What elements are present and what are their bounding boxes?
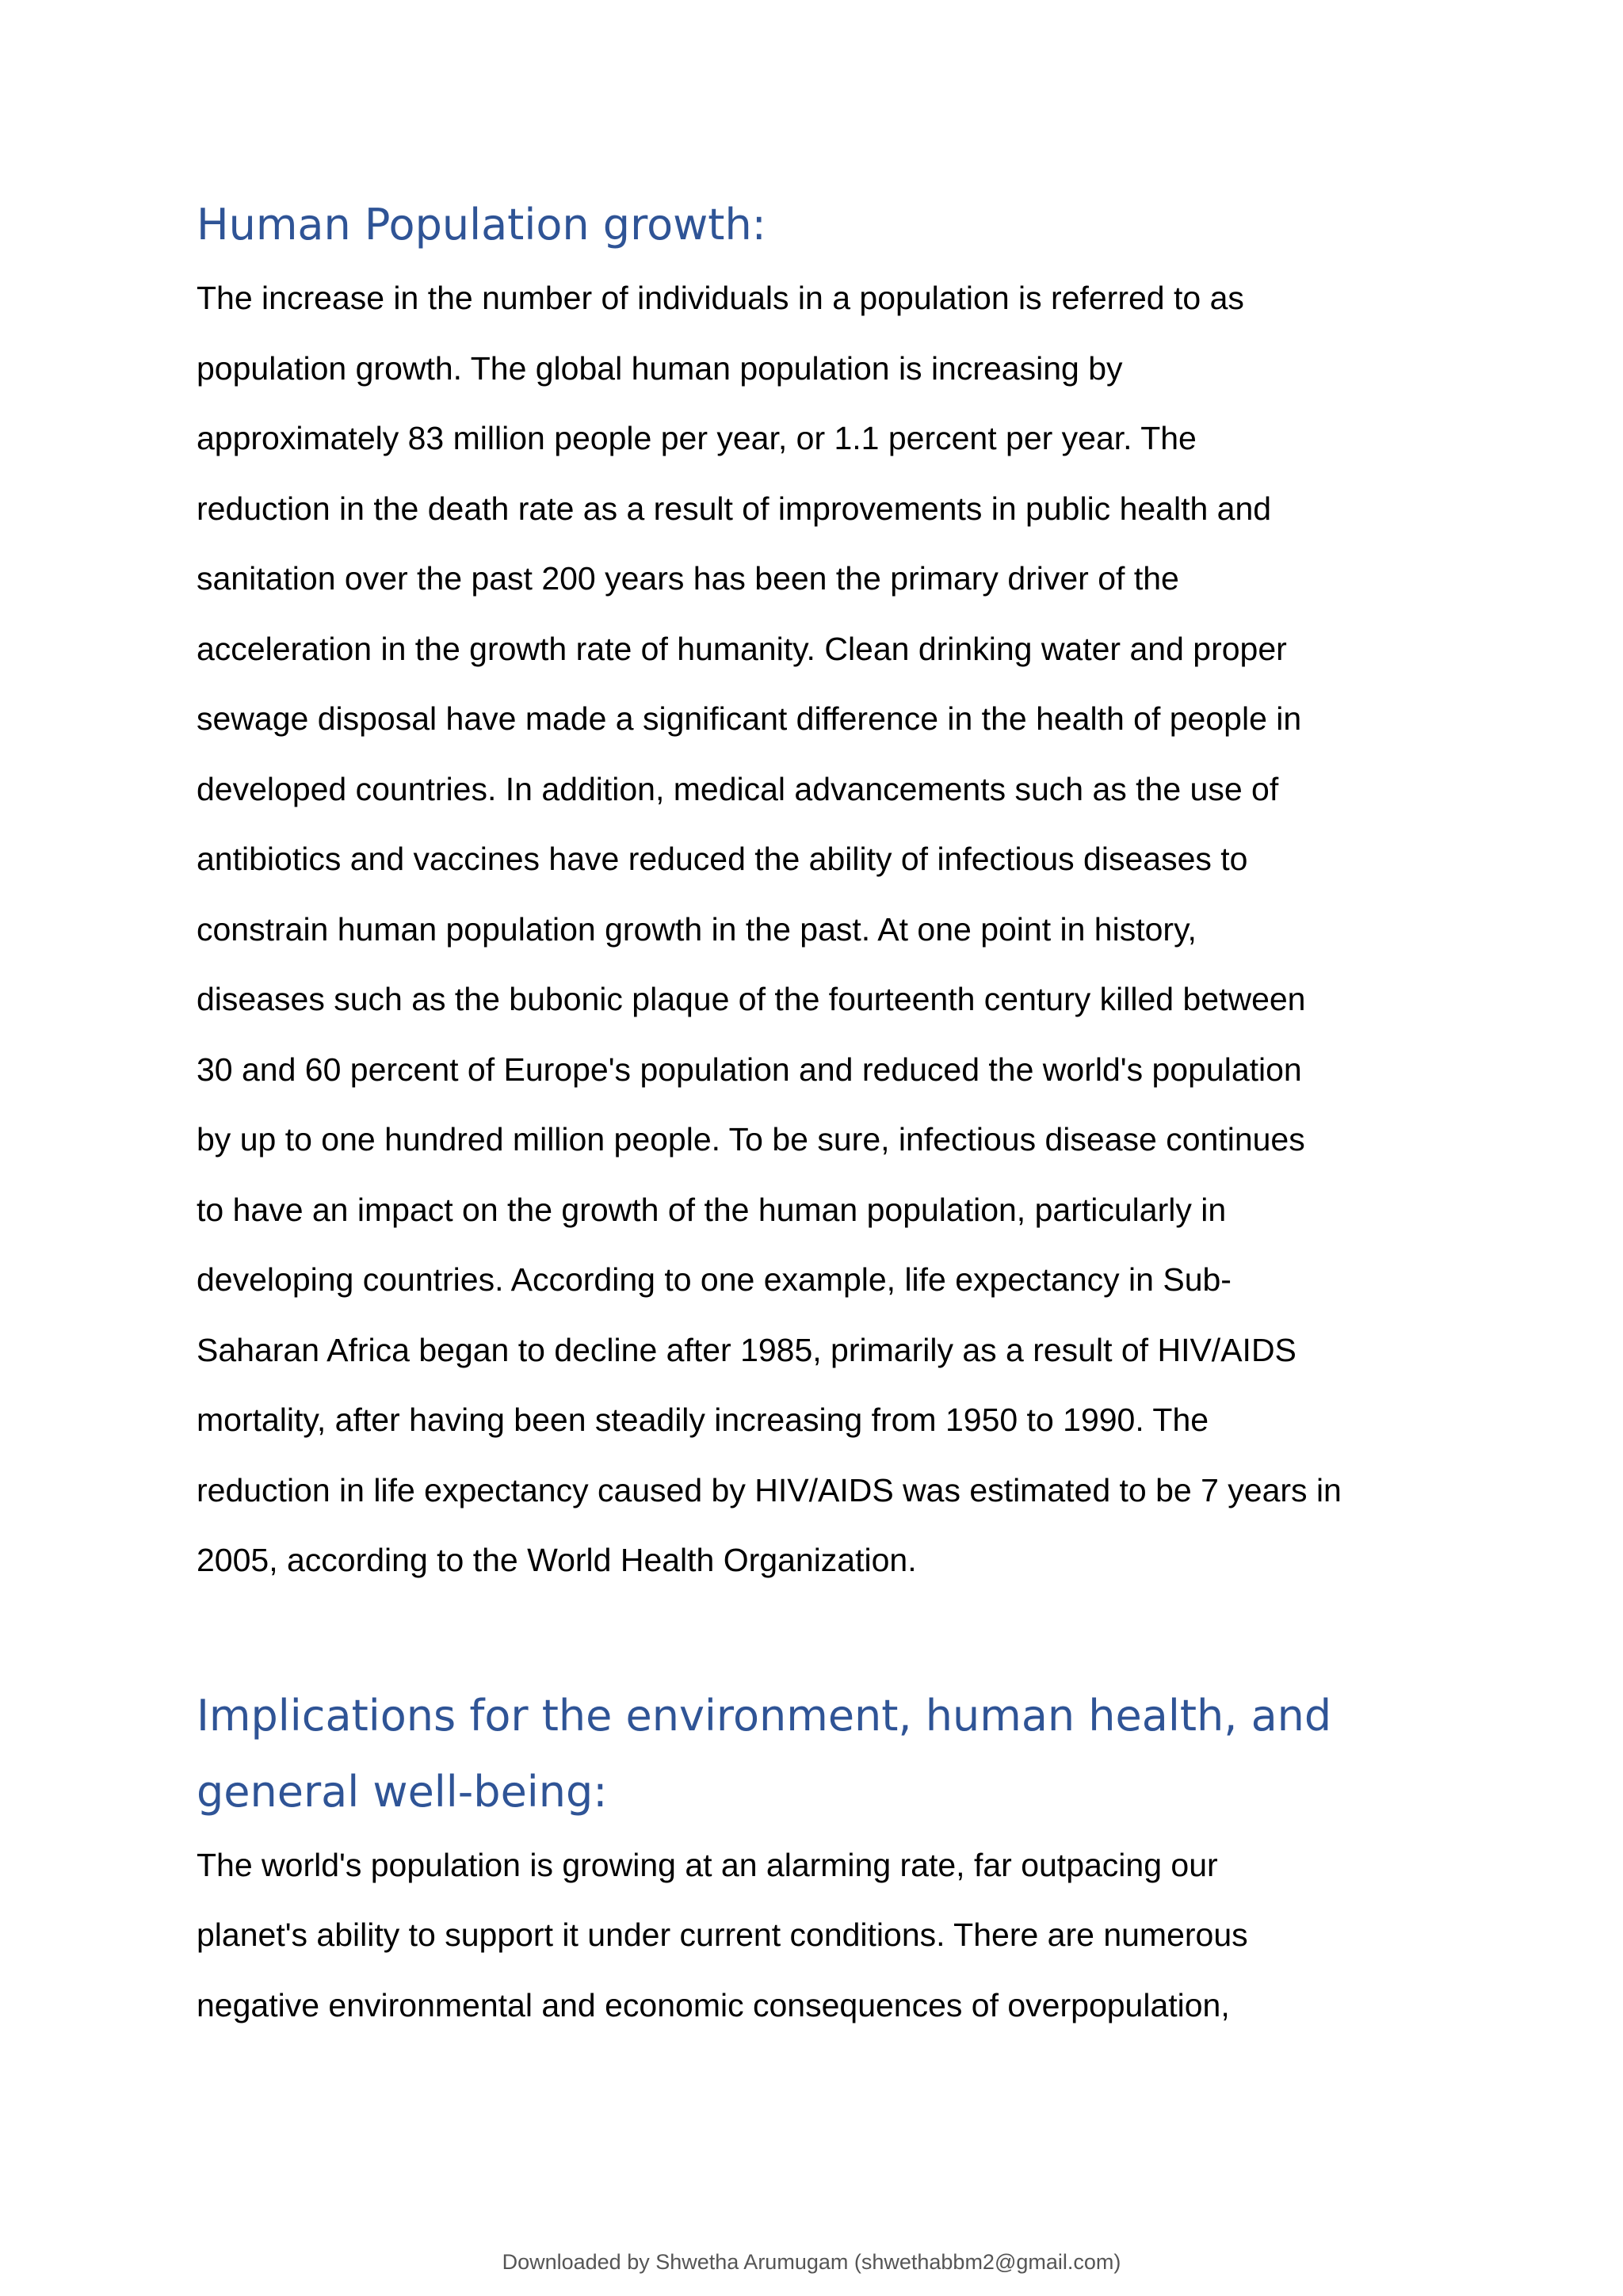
paragraph-line: planet's ability to support it under current conditions. There are numerous bbox=[197, 1917, 1248, 1953]
paragraph-line: 2005, according to the World Health Organization. bbox=[197, 1542, 917, 1578]
paragraph-line: The world's population is growing at an alarming rate, far outpacing our bbox=[197, 1846, 1218, 1883]
section-heading-population-growth: Human Population growth: bbox=[197, 200, 766, 250]
paragraph-line: antibiotics and vaccines have reduced the ability of infectious diseases to bbox=[197, 841, 1248, 877]
paragraph-line: population growth. The global human population is increasing by bbox=[197, 349, 1123, 387]
heading-line: Implications for the environment, human health, and bbox=[197, 1690, 1332, 1741]
paragraph-line: by up to one hundred million people. To be sure, infectious disease continues bbox=[197, 1121, 1305, 1158]
paragraph-line: constrain human population growth in the past. At one point in history, bbox=[197, 910, 1197, 948]
paragraph-population-growth bbox=[197, 263, 1433, 1596]
paragraph-line: reduction in life expectancy caused by HIV/AIDS was estimated to be 7 years in bbox=[197, 1471, 1342, 1508]
paragraph-implications bbox=[197, 1830, 1433, 2041]
paragraph-line: diseases such as the bubonic plaque of the fourteenth century killed between bbox=[197, 981, 1306, 1017]
document-content bbox=[197, 187, 1433, 2040]
paragraph-line: approximately 83 million people per year, or 1.1 percent per year. The bbox=[197, 420, 1197, 456]
heading-line: general well-being: bbox=[197, 1766, 608, 1817]
paragraph-line: The increase in the number of individuals in a population is referred to as bbox=[197, 280, 1244, 316]
paragraph-line: acceleration in the growth rate of humanity. Clean drinking water and proper bbox=[197, 630, 1287, 667]
section-spacer bbox=[197, 1596, 1433, 1678]
paragraph-line: negative environmental and economic consequences of overpopulation, bbox=[197, 1986, 1230, 2023]
paragraph-line: 30 and 60 percent of Europe's population and reduced the world's population bbox=[197, 1051, 1302, 1088]
paragraph-line: to have an impact on the growth of the human population, particularly in bbox=[197, 1191, 1227, 1228]
paragraph-line: reduction in the death rate as a result of improvements in public health and bbox=[197, 490, 1272, 527]
paragraph-line: developed countries. In addition, medical advancements such as the use of bbox=[197, 770, 1279, 807]
paragraph-line: sanitation over the past 200 years has been the primary driver of the bbox=[197, 560, 1179, 597]
section-heading-implications bbox=[197, 1678, 1433, 1830]
download-footer: Downloaded by Shwetha Arumugam (shwethabbm2@gmail.com) bbox=[502, 2250, 1121, 2274]
paragraph-line: Saharan Africa began to decline after 1985, primarily as a result of HIV/AIDS bbox=[197, 1331, 1296, 1368]
paragraph-line: mortality, after having been steadily increasing from 1950 to 1990. The bbox=[197, 1402, 1209, 1438]
paragraph-line: sewage disposal have made a significant difference in the health of people in bbox=[197, 700, 1302, 737]
paragraph-line: developing countries. According to one example, life expectancy in Sub- bbox=[197, 1261, 1232, 1298]
